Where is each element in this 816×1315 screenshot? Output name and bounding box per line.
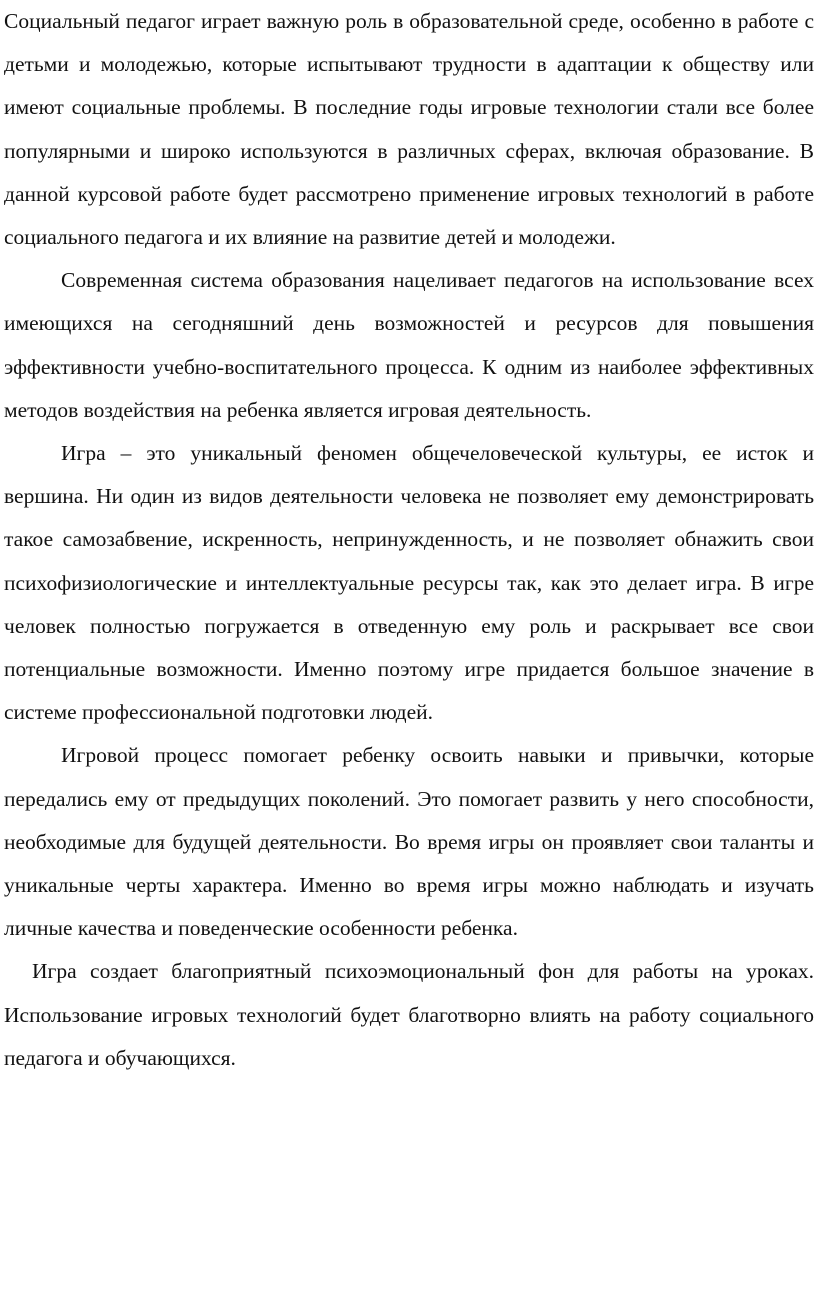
paragraph-game-phenomenon: Игра – это уникальный феномен общечеловеческой культуры, ее исток и вершина. Ни один из видов деятельности человека не позволяет ему демонстрировать такое самозабвение, искренность, непринужденность, и не позволяет обнажить свои психофизиологические и интеллектуальные ресурсы так, как это делает игра. В игре человек полностью погружается в отведенную ему роль и раскрывает все свои потенциальные возможности. Именно поэтому игре придается большое значение в системе профессиональной подготовки людей. [4, 441, 814, 725]
paragraph-conclusion: Игра создает благоприятный психоэмоциональный фон для работы на уроках. Использование игровых технологий будет благотворно влиять на работу социального педагога и обучающихся. [4, 959, 814, 1070]
paragraph-intro: Социальный педагог играет важную роль в образовательной среде, особенно в работе с детьми и молодежью, которые испытывают трудности в адаптации к обществу или имеют социальные проблемы. В последние годы игровые технологии стали все более популярными и широко используются в различных сферах, включая образование. В данной курсовой работе будет рассмотрено применение игровых технологий в работе социального педагога и их влияние на развитие детей и молодежи. [4, 9, 814, 250]
paragraph-modern-education: Современная система образования нацеливает педагогов на использование всех имеющихся на сегодняшний день возможностей и ресурсов для повышения эффективности учебно-воспитательного процесса. К одним из наиболее эффективных методов воздействия на ребенка является игровая деятельность. [4, 268, 814, 422]
document-page [4, 0, 814, 1080]
paragraph-game-process: Игровой процесс помогает ребенку освоить навыки и привычки, которые передались ему от предыдущих поколений. Это помогает развить у него способности, необходимые для будущей деятельности. Во время игры он проявляет свои таланты и уникальные черты характера. Именно во время игры можно наблюдать и изучать личные качества и поведенческие особенности ребенка. [4, 743, 814, 941]
